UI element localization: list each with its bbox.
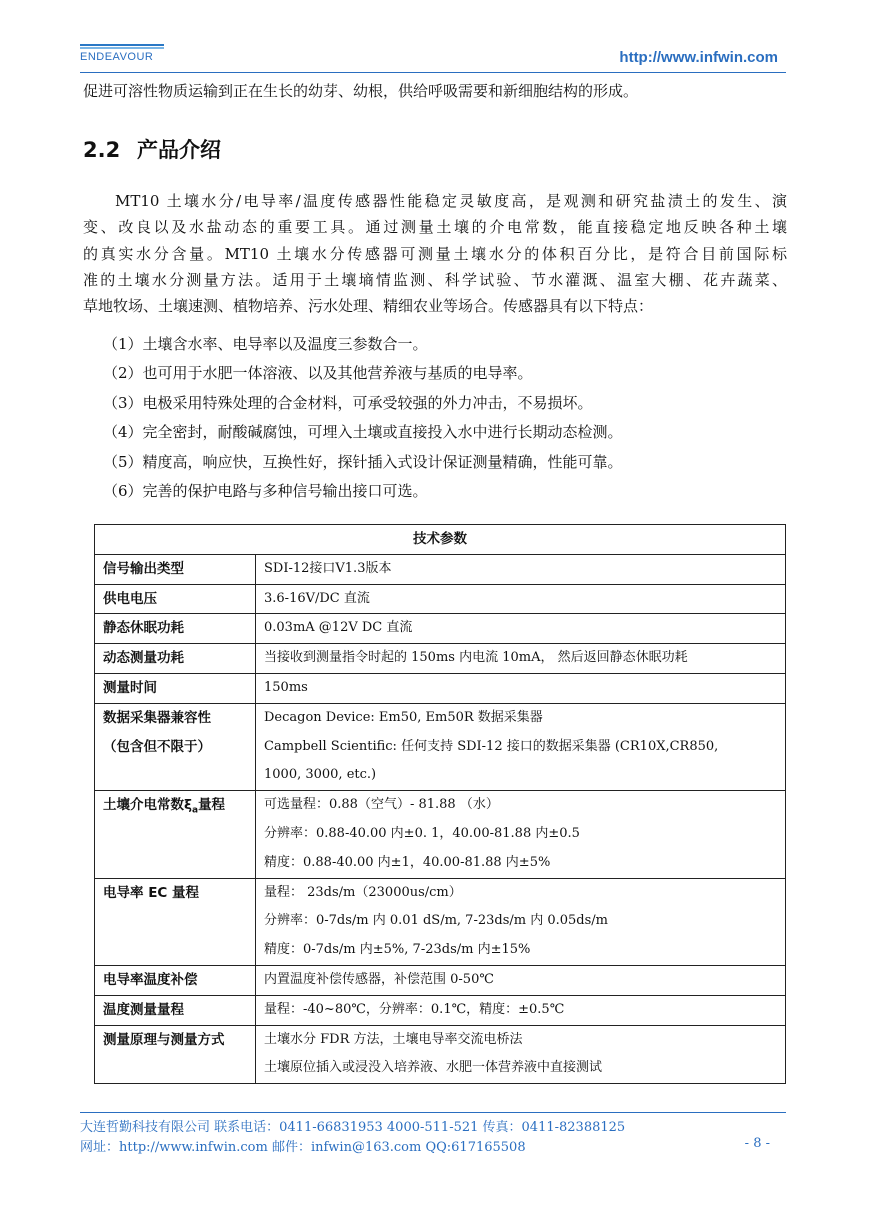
table-row — [95, 554, 786, 584]
param-value: 150ms — [256, 673, 786, 703]
param-value: 内置温度补偿传感器，补偿范围 0-50℃ — [256, 965, 786, 995]
param-value: 可选量程：0.88（空气）- 81.88 （水） 分辨率：0.88-40.00 内±0. 1，40.00-81.88 内±0.5 精度：0.88-40.00 内±1，40.00-81.88 内±5% — [256, 791, 786, 878]
spec-table — [94, 524, 786, 1084]
paragraph-line: MT10 土壤水分/电导率/温度传感器性能稳定灵敏度高，是观测和研究盐渍土的发生、演 — [115, 192, 787, 210]
intro-line: 促进可溶性物质运输到正在生长的幼芽、幼根，供给呼吸需要和新细胞结构的形成。 — [83, 82, 639, 100]
param-value: 量程：-40~80℃，分辨率：0.1℃，精度：±0.5℃ — [256, 995, 786, 1025]
table-row — [95, 673, 786, 703]
feature-item: （2）也可用于水肥一体溶液、以及其他营养液与基质的电导率。 — [103, 364, 533, 383]
feature-item: （6）完善的保护电路与多种信号输出接口可选。 — [103, 481, 428, 500]
paragraph-line: 准的土壤水分测量方法。适用于土壤墒情监测、科学试验、节水灌溉、温室大棚、花卉蔬菜、 — [83, 270, 787, 289]
paragraph-line: 变、改良以及水盐动态的重要工具。通过测量土壤的介电常数，能直接稳定地反映各种土壤 — [83, 218, 787, 237]
param-name: 电导率 EC 量程 — [95, 878, 256, 965]
param-name: 数据采集器兼容性 （包含但不限于） — [95, 703, 256, 790]
feature-item: （5）精度高，响应快，互换性好，探针插入式设计保证测量精确，性能可靠。 — [103, 452, 623, 471]
param-value: Decagon Device: Em50, Em50R 数据采集器 Campbell Scientific: 任何支持 SDI-12 接口的数据采集器 (CR10X,CR850, 1000, 3000, etc.) — [256, 703, 786, 790]
table-row — [95, 878, 786, 965]
param-value: 土壤水分 FDR 方法，土壤电导率交流电桥法 土壤原位插入或浸没入培养液、水肥一体营养液中直接测试 — [256, 1025, 786, 1084]
table-row — [95, 584, 786, 614]
table-row — [95, 791, 786, 878]
footer-divider — [80, 1112, 786, 1113]
table-row — [95, 965, 786, 995]
table-row — [95, 614, 786, 644]
feature-item: （1）土壤含水率、电导率以及温度三参数合一。 — [103, 335, 428, 353]
table-header-row — [95, 525, 786, 555]
product-description — [83, 188, 787, 319]
param-name: 信号输出类型 — [95, 554, 256, 584]
param-name: 静态休眠功耗 — [95, 614, 256, 644]
company-logo — [80, 34, 164, 66]
header-divider — [80, 72, 786, 73]
param-value: 3.6-16V/DC 直流 — [256, 584, 786, 614]
table-row — [95, 995, 786, 1025]
table-title: 技术参数 — [95, 525, 786, 555]
logo-text: ENDEAVOUR — [80, 51, 154, 63]
param-value: 0.03mA @12V DC 直流 — [256, 614, 786, 644]
paragraph-line: 草地牧场、土壤速测、植物培养、污水处理、精细农业等场合。传感器具有以下特点： — [83, 297, 654, 316]
feature-item: （4）完全密封，耐酸碱腐蚀，可埋入土壤或直接投入水中进行长期动态检测。 — [103, 423, 623, 442]
param-name: 温度测量量程 — [95, 995, 256, 1025]
param-name: 测量时间 — [95, 673, 256, 703]
page-header — [80, 34, 786, 74]
param-name: 动态测量功耗 — [95, 644, 256, 674]
header-url: http://www.infwin.com — [619, 49, 778, 66]
param-value: 量程： 23ds/m（23000us/cm） 分辨率：0-7ds/m 内 0.01 dS/m, 7-23ds/m 内 0.05ds/m 精度：0-7ds/m 内±5%, 7-23ds/m 内±15% — [256, 878, 786, 965]
table-row — [95, 703, 786, 790]
param-value: 当接收到测量指令时起的 150ms 内电流 10mA， 然后返回静态休眠功耗 — [256, 644, 786, 674]
footer-contact: 大连哲勤科技有限公司 联系电话：0411-66831953 4000-511-521 传真：0411-82388125 — [80, 1120, 626, 1135]
table-row — [95, 1025, 786, 1084]
param-name: 电导率温度补偿 — [95, 965, 256, 995]
table-row — [95, 644, 786, 674]
logo-bar — [80, 44, 164, 49]
feature-list — [103, 330, 623, 506]
param-name: 供电电压 — [95, 584, 256, 614]
section-number: 2.2 — [83, 138, 121, 162]
section-title: 产品介绍 — [137, 138, 221, 162]
param-name: 测量原理与测量方式 — [95, 1025, 256, 1084]
feature-item: （3）电极采用特殊处理的合金材料，可承受较强的外力冲击，不易损坏。 — [103, 393, 593, 412]
param-value: SDI-12接口V1.3版本 — [256, 554, 786, 584]
paragraph-line: 的真实水分含量。MT10 土壤水分传感器可测量土壤水分的体积百分比，是符合目前国际标 — [83, 244, 787, 263]
footer-web: 网址：http://www.infwin.com 邮件：infwin@163.com QQ:617165508 — [80, 1140, 526, 1155]
section-heading — [83, 134, 221, 164]
page-number: - 8 - — [744, 1136, 770, 1151]
param-name: 土壤介电常数$\xi_a$量程 — [95, 791, 256, 878]
